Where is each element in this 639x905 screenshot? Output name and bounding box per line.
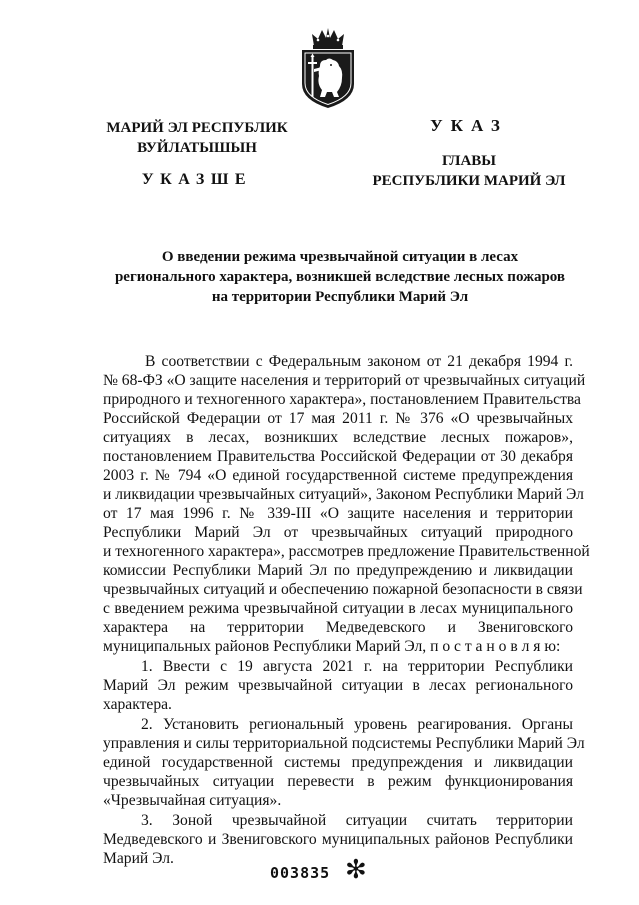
body-line: муниципальных районов Республики Марий Эл, п о с т а н о в л я ю: <box>103 638 561 655</box>
clause-2-line: 2. Установить региональный уровень реагирования. Органы <box>141 716 573 733</box>
header-left-line3: УКАЗШЕ <box>141 171 253 188</box>
clause-3-line: 3. Зоной чрезвычайной ситуации считать территории <box>141 812 573 829</box>
document-serial-number: 003835 <box>270 864 331 882</box>
clause-1-line: Марий Эл режим чрезвычайной ситуации в лесах регионального <box>103 677 573 694</box>
body-line: от 17 мая 1996 г. № 339-III «О защите населения и территории <box>103 505 573 522</box>
decree-title-line3: на территории Республики Марий Эл <box>211 289 469 305</box>
body-line: 2003 г. № 794 «О единой государственной системе предупреждения <box>103 467 573 484</box>
body-line: и техногенного характера», рассмотрев предложение Правительственной <box>103 543 590 560</box>
clause-2-line: управления и силы территориальной подсистемы Республики Марий Эл <box>103 735 585 752</box>
body-line: Республики Марий Эл от чрезвычайных ситуаций природного <box>103 524 573 541</box>
clause-3-line: Марий Эл. <box>103 850 174 867</box>
header-right-line1: УКАЗ <box>430 116 508 135</box>
body-line: характера на территории Медведевского и Звениговского <box>103 619 573 636</box>
body-line: ситуациях в лесах, возникших вследствие лесных пожаров», <box>103 429 573 446</box>
body-line: и ликвидации чрезвычайных ситуаций», Законом Республики Марий Эл <box>103 486 584 503</box>
clause-2-line: чрезвычайных ситуации перевести в режим функционирования <box>103 773 573 790</box>
body-line: постановлением Правительства Российской Федерации от 30 декабря <box>103 448 573 465</box>
header-right-line2: ГЛАВЫ <box>441 153 497 169</box>
header-left-line2: ВУЙЛАТЫШЫН <box>137 140 257 156</box>
header-left-line1: МАРИЙ ЭЛ РЕСПУБЛИК <box>106 120 288 136</box>
decree-title-line2: регионального характера, возникшей вследствие лесных пожаров <box>114 269 566 285</box>
clause-2-line: единой государственной системы предупреждения и ликвидации <box>103 754 573 771</box>
clause-1-line: 1. Ввести с 19 августа 2021 г. на территории Республики <box>141 658 573 675</box>
clause-3-line: Медведевского и Звениговского муниципальных районов Республики <box>103 831 573 848</box>
clause-2-line: «Чрезвычайная ситуация». <box>103 792 282 809</box>
body-line: В соответствии с Федеральным законом от 21 декабря 1994 г. <box>145 353 573 370</box>
body-line: с введением режима чрезвычайной ситуации в лесах муниципального <box>103 600 573 617</box>
clause-1-line: характера. <box>103 696 172 713</box>
header-right-line3: РЕСПУБЛИКИ МАРИЙ ЭЛ <box>372 173 566 189</box>
asterisk-mark-icon: ✻ <box>345 855 367 885</box>
decree-title-line1: О введении режима чрезвычайной ситуации в лесах <box>161 249 519 265</box>
body-line: Российской Федерации от 17 мая 2011 г. № 376 «О чрезвычайных <box>103 410 573 427</box>
body-line: природного и техногенного характера», постановлением Правительства <box>103 391 581 408</box>
body-line: чрезвычайных ситуаций и обеспечению пожарной безопасности в связи <box>103 581 583 598</box>
coat-of-arms-icon <box>296 26 360 110</box>
body-line: № 68-ФЗ «О защите населения и территорий от чрезвычайных ситуаций <box>103 372 586 389</box>
body-line: комиссии Республики Марий Эл по предупреждению и ликвидации <box>103 562 573 579</box>
